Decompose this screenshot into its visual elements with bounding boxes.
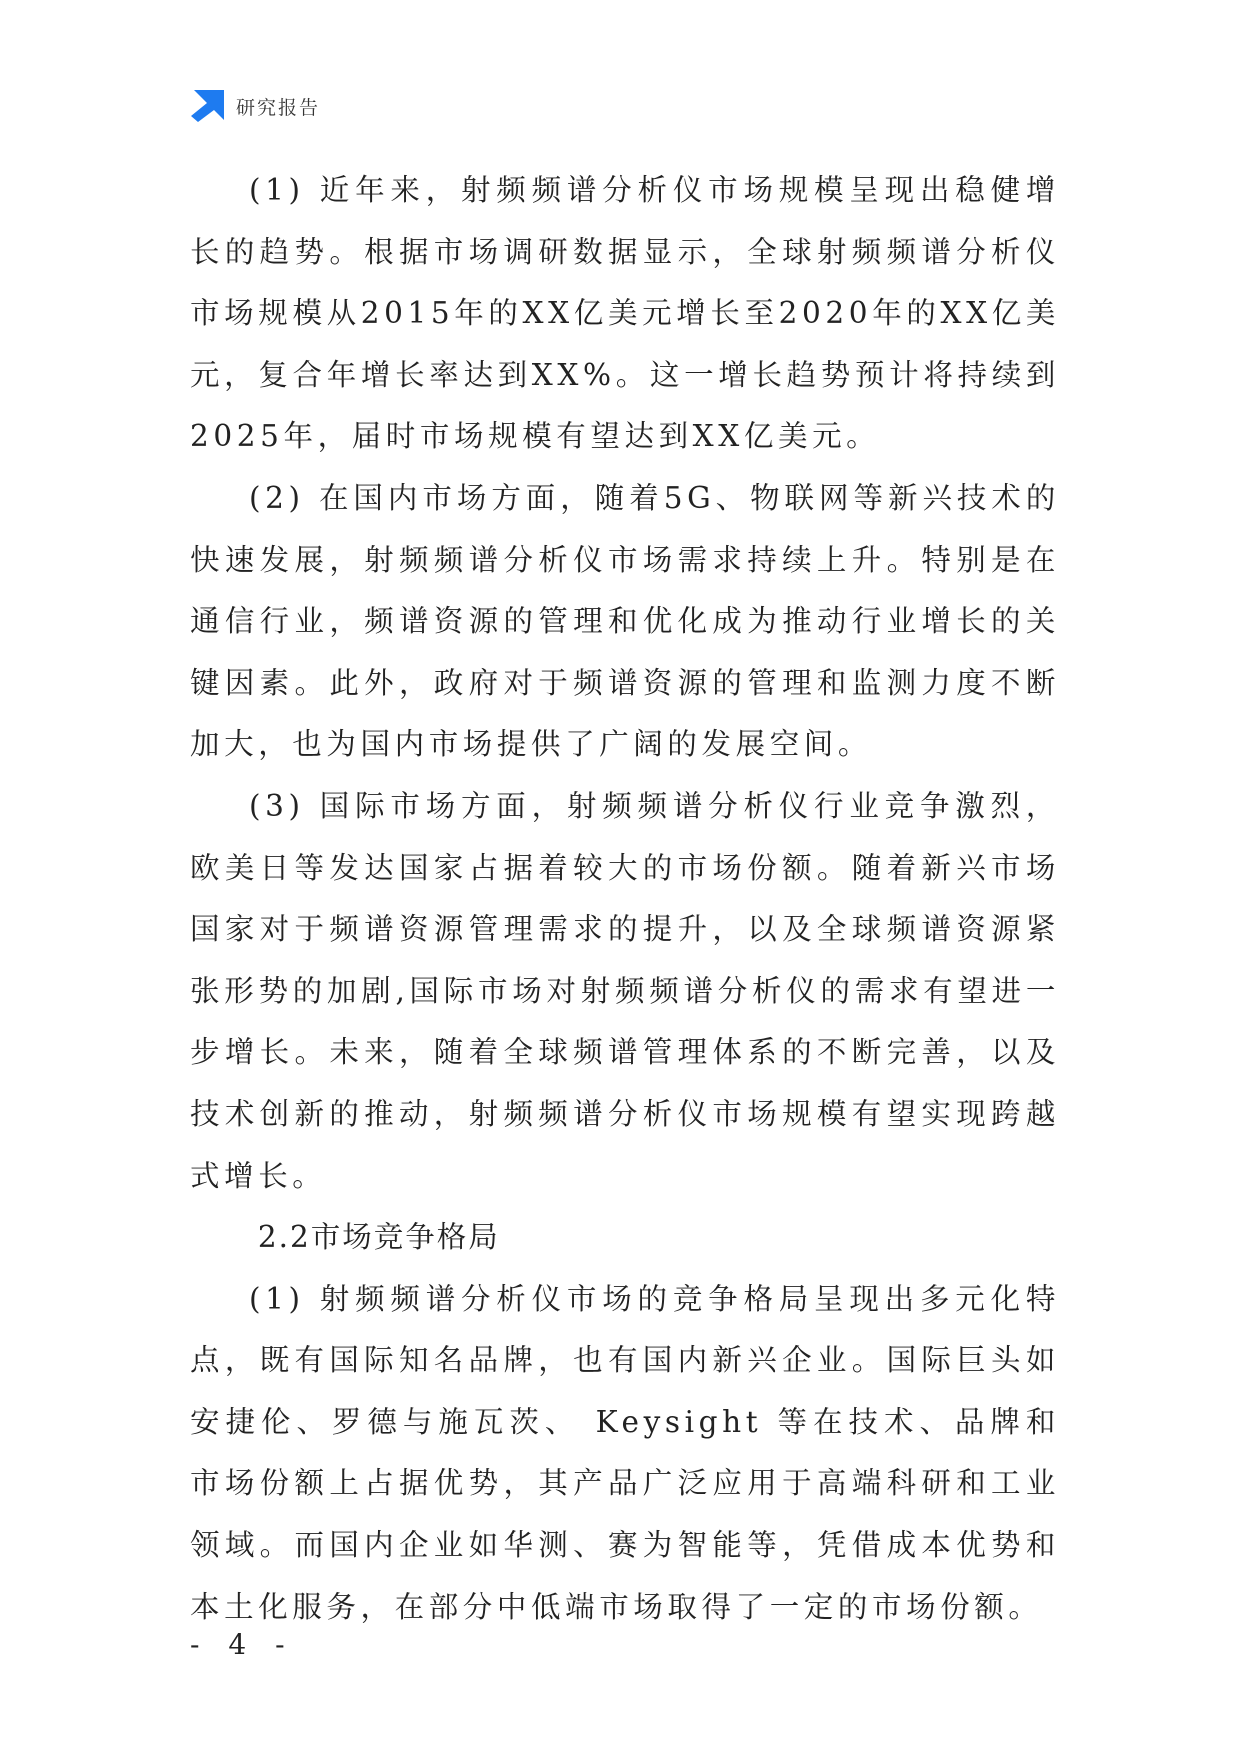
paragraph-domestic-market: (2) 在国内市场方面，随着5G、物联网等新兴技术的快速发展，射频频谱分析仪市场需求持续上升。特别是在通信行业，频谱资源的管理和优化成为推动行业增长的关键因素。此外，政府对于频谱资源的管理和监测力度不断加大，也为国内市场提供了广阔的发展空间。 — [190, 480, 1060, 762]
page-number: - 4 - — [190, 1628, 295, 1661]
document-body — [190, 160, 1060, 1638]
page-header — [190, 88, 320, 124]
paragraph-competition: (1) 射频频谱分析仪市场的竞争格局呈现出多元化特点，既有国际知名品牌，也有国内新兴企业。国际巨头如安捷伦、罗德与施瓦茨、 Keysight 等在技术、品牌和市场份额上占据优势，其产品广泛应用于高端科研和工业领域。而国内企业如华测、赛为智能等，凭借成本优势和本土化服务，在部分中低端市场取得了一定的市场份额。 — [190, 1281, 1060, 1624]
header-title: 研究报告 — [236, 96, 321, 119]
arrow-up-right-icon — [190, 90, 224, 122]
paragraph-international-market: (3) 国际市场方面，射频频谱分析仪行业竞争激烈，欧美日等发达国家占据着较大的市场份额。随着新兴市场国家对于频谱资源管理需求的提升，以及全球频谱资源紧张形势的加剧,国际市场对射频频谱分析仪的需求有望进一步增长。未来，随着全球频谱管理体系的不断完善，以及技术创新的推动，射频频谱分析仪市场规模有望实现跨越式增长。 — [190, 788, 1060, 1193]
section-heading: 2.2市场竞争格局 — [257, 1220, 500, 1255]
paragraph-market-size: (1) 近年来，射频频谱分析仪市场规模呈现出稳健增长的趋势。根据市场调研数据显示，全球射频频谱分析仪市场规模从2015年的XX亿美元增长至2020年的XX亿美元，复合年增长率达到XX%。这一增长趋势预计将持续到2025年，届时市场规模有望达到XX亿美元。 — [190, 173, 1060, 454]
